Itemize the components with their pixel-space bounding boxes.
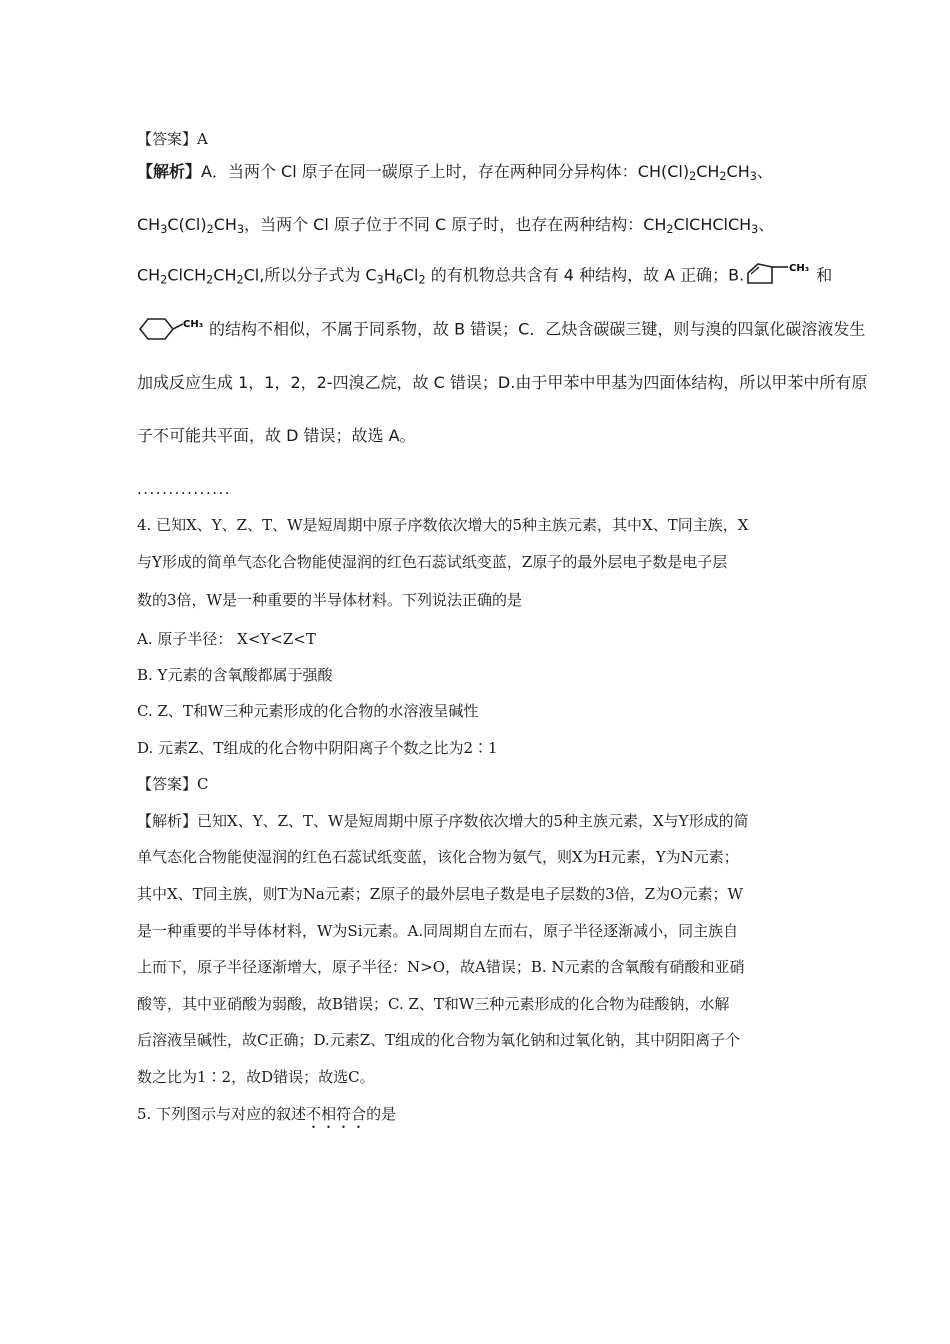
- answer-label: 【答案】: [137, 775, 198, 793]
- methylcyclopentane-structure: [137, 315, 209, 345]
- ch3-label-2: CH₃: [183, 319, 204, 330]
- q4-analysis-line-5: 上而下，原子半径逐渐增大，原子半径：N>O，故A错误；B. N元素的含氧酸有硝酸和亚硝: [137, 958, 745, 976]
- separator-dots: ...............: [137, 480, 232, 498]
- q4-analysis-line-2: 单气态化合物能使湿润的红色石蕊试纸变蓝，该化合物为氨气，则X为H元素，Y为N元素；: [137, 848, 739, 866]
- answer-value: A: [197, 130, 208, 148]
- q4-analysis-line-3: 其中X、T同主族，则T为Na元素；Z原子的最外层电子数是电子层数的3倍，Z为O元素；W: [137, 885, 743, 903]
- q3-analysis-line-3: $CH_2ClCH_2CH_2Cl$,所以分子式为 $C_3H_6Cl_2$ 的有机物总共含有 4 种结构，故 A 正确；B. CH₃ 和: [137, 261, 832, 291]
- q4-option-b: B. Y元素的含氧酸都属于强酸: [137, 666, 333, 684]
- q4-analysis-line-8: 数之比为1∶2，故D错误；故选C。: [137, 1068, 375, 1086]
- q4-stem-line-1: 4. 已知X、Y、Z、T、W是短周期中原子序数依次增大的5种主族元素，其中X、T同主族，X: [137, 516, 749, 534]
- answer-label: 【答案】: [137, 130, 198, 148]
- q4-analysis-line-6: 酸等，其中亚硝酸为弱酸，故B错误；C. Z、T和W三种元素形成的化合物为硅酸钠，水解: [137, 995, 730, 1013]
- ch3-label-1: CH₃: [789, 263, 810, 274]
- q4-answer: [137, 773, 209, 794]
- q4-option-a: A. 原子半径： X<Y<Z<T: [137, 630, 316, 648]
- q3-analysis-line-5: 加成反应生成 1，1，2，2-四溴乙烷，故 C 错误；D.由于甲苯中甲基为四面体结构，所以甲苯中所有原: [137, 373, 868, 392]
- q4-stem-line-3: 数的3倍，W是一种重要的半导体材料。下列说法正确的是: [137, 591, 522, 609]
- q3-analysis-line-4: CH₃ 的结构不相似，不属于同系物，故 B 错误；C．乙炔含碳碳三键，则与溴的四氯化碳溶液发生: [137, 315, 865, 345]
- q3-answer: [137, 128, 208, 149]
- answer-value: C: [197, 775, 209, 793]
- q4-analysis-line-4: 是一种重要的半导体材料，W为Si元素。A.同周期自左而右，原子半径逐渐减小，同主族自: [137, 922, 739, 940]
- analysis-label: 【解析】: [137, 812, 198, 830]
- q5-stem: 5. 下列图示与对应的叙述不相符合的是: [137, 1105, 397, 1123]
- q4-analysis-line-1: 【解析】已知X、Y、Z、T、W是短周期中原子序数依次增大的5种主族元素，X与Y形成的简: [137, 812, 749, 830]
- q4-option-d: D. 元素Z、T组成的化合物中阴阳离子个数之比为2∶1: [137, 739, 498, 757]
- q4-stem-line-2: 与Y形成的简单气态化合物能使湿润的红色石蕊试纸变蓝，Z原子的最外层电子数是电子层: [137, 553, 728, 571]
- q3-analysis-line-2: $CH_3C(Cl)_2CH_3$，当两个 Cl 原子位于不同 C 原子时，也存在两种结构：$CH_2ClCHClCH_3$、: [137, 215, 775, 236]
- q4-option-c: C. Z、T和W三种元素形成的化合物的水溶液呈碱性: [137, 702, 479, 720]
- q3-analysis-line-1: 【解析】A．当两个 Cl 原子在同一碳原子上时，存在两种同分异构体：$CH(Cl)_2CH_2CH_3$、: [137, 162, 773, 183]
- q4-analysis-line-7: 后溶液呈碱性，故C正确；D.元素Z、T组成的化合物为氧化钠和过氧化钠，其中阴阳离子个: [137, 1031, 741, 1049]
- emphasis-text: 不相符合: [306, 1105, 367, 1123]
- analysis-label: 【解析】: [137, 162, 202, 181]
- methylcyclopentene-structure: [744, 261, 816, 291]
- q3-analysis-line-6: 子不可能共平面，故 D 错误；故选 A。: [137, 426, 416, 445]
